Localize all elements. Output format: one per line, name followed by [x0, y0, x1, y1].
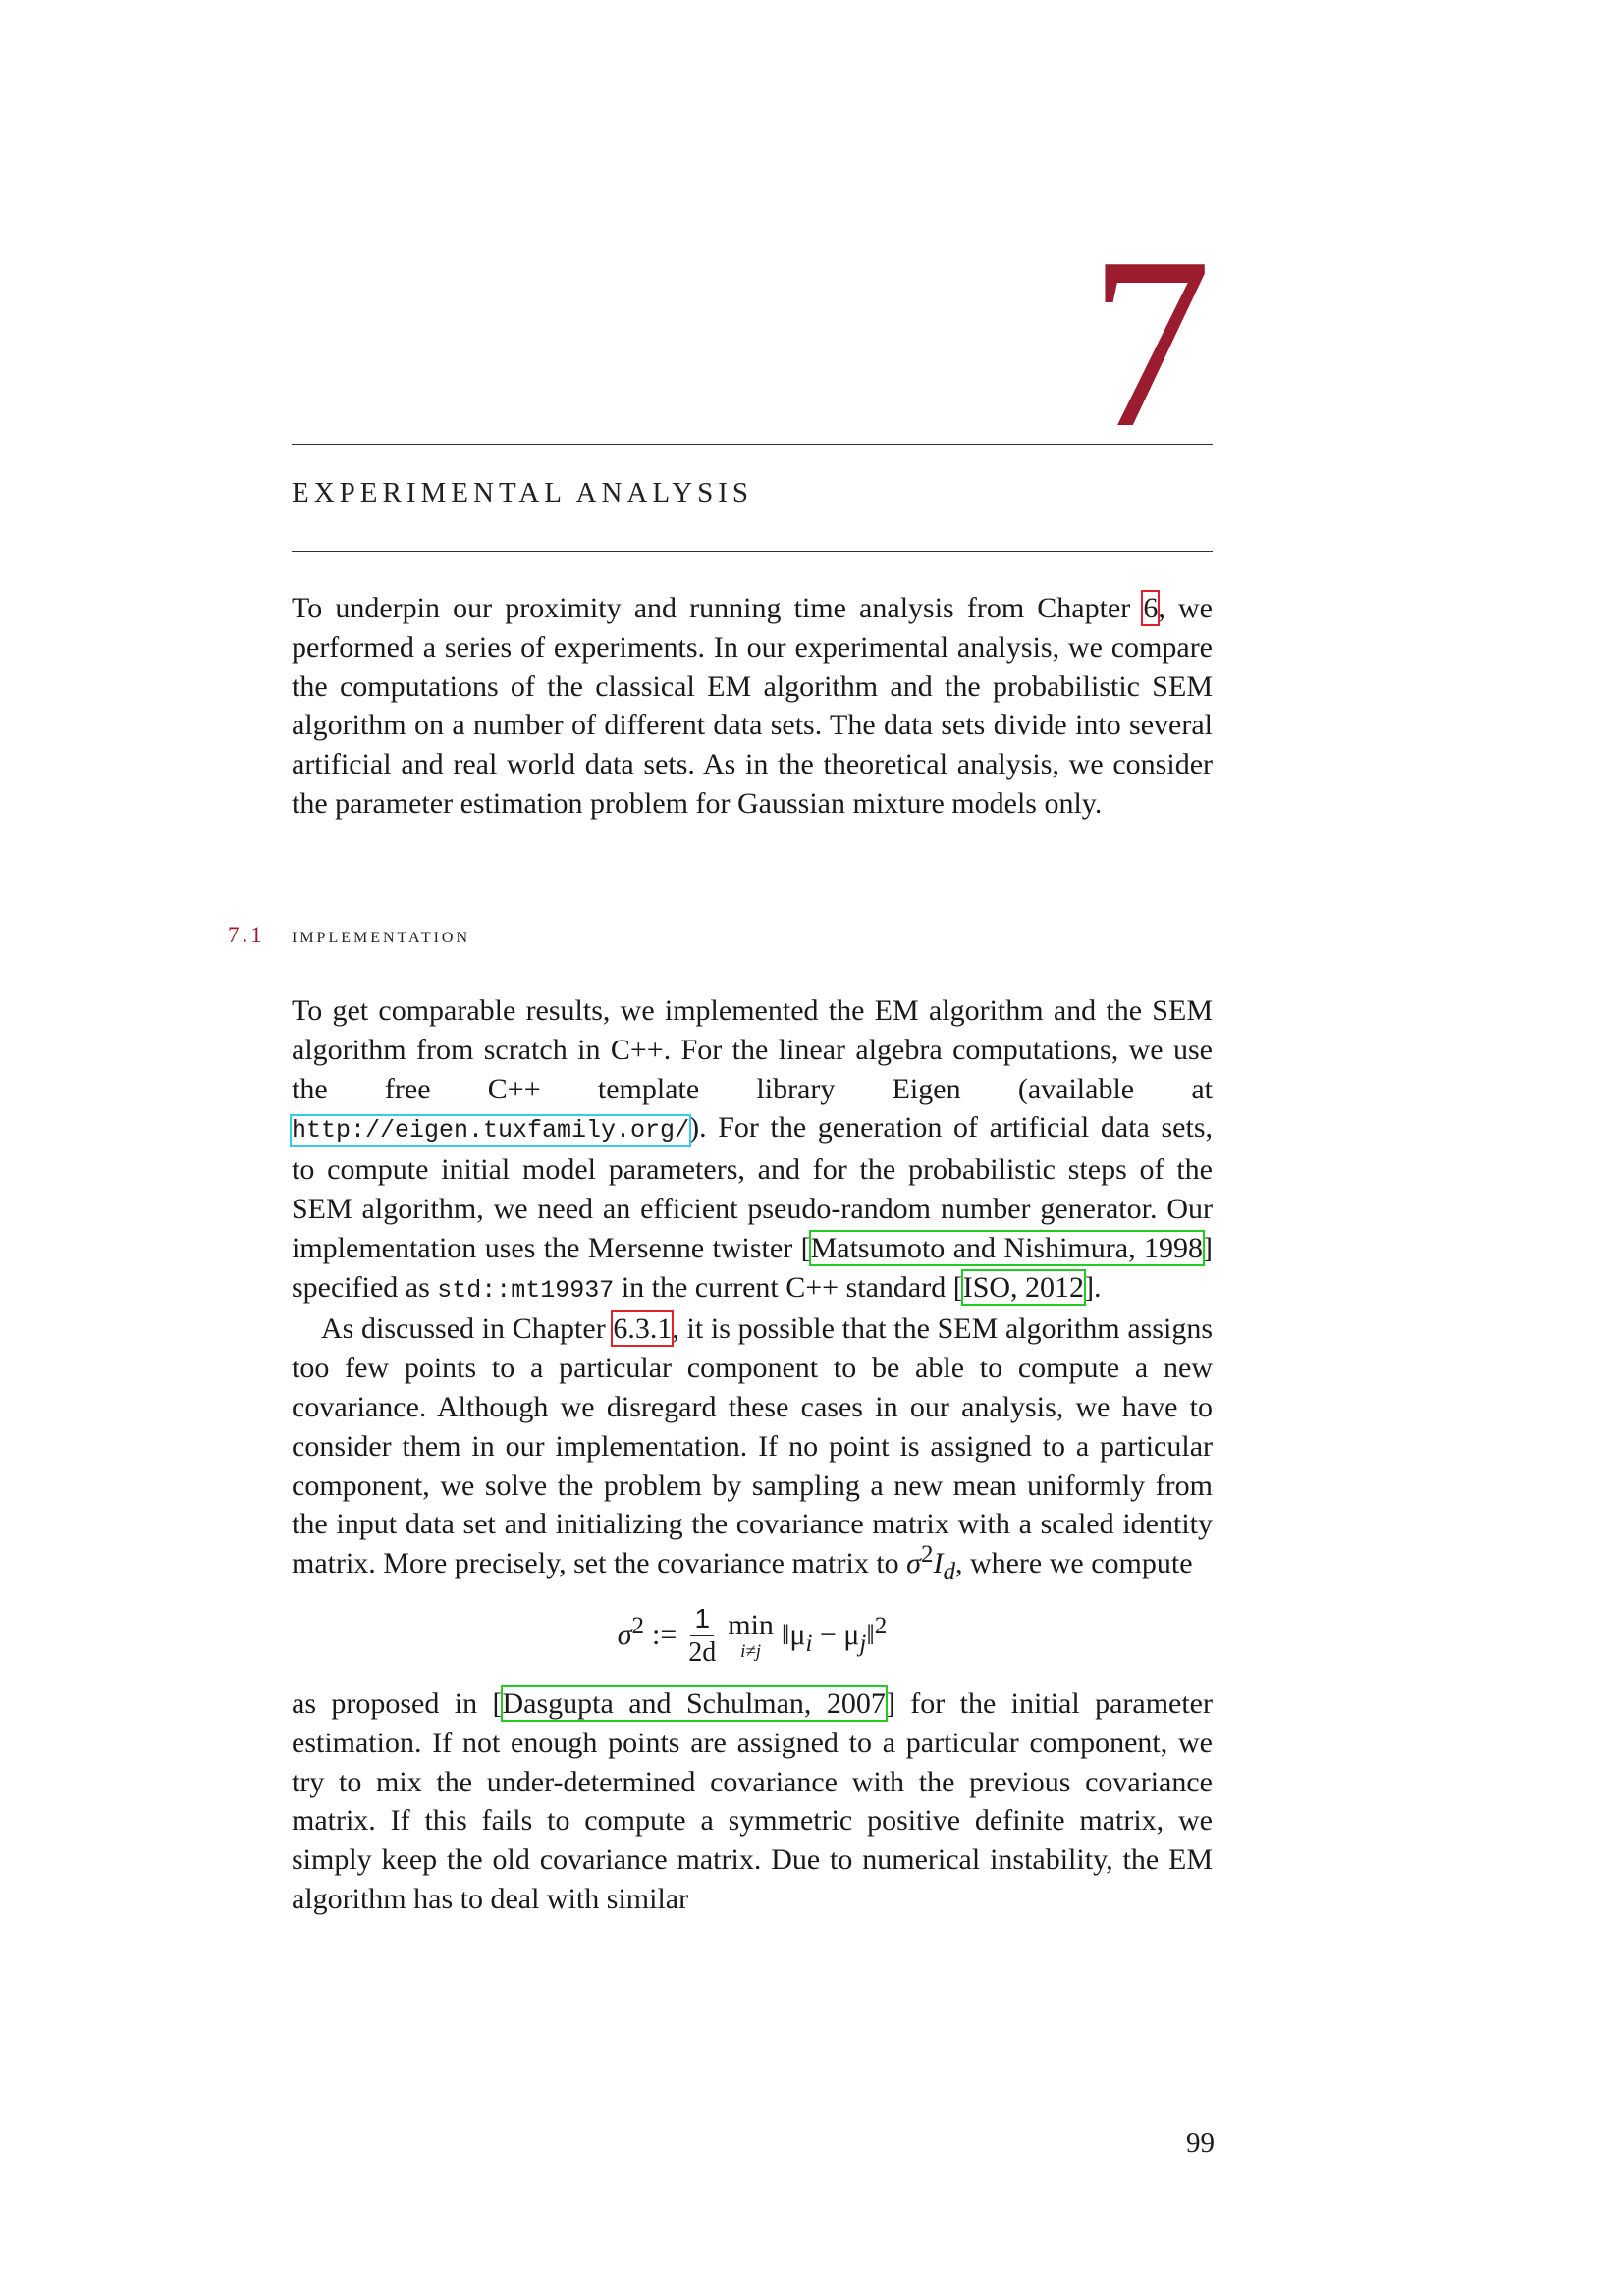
math-superscript: 2 [631, 1613, 644, 1640]
paragraph-text: as proposed in [ [292, 1686, 503, 1720]
chapter-rule-bottom [292, 551, 1213, 552]
display-equation [292, 1602, 1213, 1668]
fraction-numerator: 1 [690, 1605, 714, 1636]
eigen-url-link[interactable]: http://eigen.tuxfamily.org/ [292, 1116, 690, 1146]
math-symbol: ‖ [866, 1619, 875, 1652]
intro-text: To underpin our proximity and running time analysis from Chapter [292, 592, 1144, 624]
math-superscript: 2 [920, 1541, 934, 1569]
math-superscript: 2 [874, 1613, 888, 1640]
chapter-title: EXPERIMENTAL ANALYSIS [292, 477, 754, 508]
paragraph-text: , where we compute [954, 1547, 1193, 1580]
paragraph [292, 1309, 1213, 1586]
math-symbol: σ [906, 1547, 921, 1580]
math-symbol: ‖μ [781, 1619, 806, 1652]
paragraph-text: ] for the initial parameter estimation. If not enough points are assigned to a particular component, we try to mix the under-determined covariance with the previous covariance matrix. If this fails to compute a symmetric positive definite matrix, we simply keep the old covariance matrix. Due to numerical instability, the EM algorithm has to deal with similar [292, 1686, 1213, 1915]
math-subscript: j [859, 1630, 867, 1658]
citation-link[interactable]: Matsumoto and Nishimura, 1998 [810, 1231, 1203, 1264]
citation-link[interactable]: ISO, 2012 [962, 1270, 1085, 1304]
paragraph-text: ] specified as [292, 1231, 1213, 1304]
chapter-number: 7 [1089, 207, 1212, 479]
paragraph-text: As discussed in Chapter [321, 1312, 614, 1346]
paragraph-text: in the current C++ standard [ [614, 1270, 963, 1304]
math-symbol: σ [617, 1619, 632, 1652]
intro-text: , we performed a series of experiments. In our experimental analysis, we compare the computations of the classical EM algorithm and the probabilistic SEM algorithm on a number of different data sets. The data sets divide into several artificial and real world data sets. As in the theoretical analysis, we consider the parameter estimation problem for Gaussian mixture models only. [292, 592, 1214, 820]
math-operator: := [651, 1619, 677, 1652]
paragraph-text: To get comparable results, we implemented the EM algorithm and the SEM algorithm from scratch in C++. For the linear algebra computations, we use the free C++ template library Eigen (available at [292, 994, 1213, 1105]
section-reference-link[interactable]: 6.3.1 [613, 1312, 673, 1346]
chapter-reference-link[interactable]: 6 [1143, 592, 1159, 624]
section-number: 7.1 [228, 923, 265, 947]
min-label: min [728, 1608, 774, 1641]
math-symbol: I [933, 1547, 944, 1580]
norm-expression [781, 1613, 888, 1658]
paragraph-text: , it is possible that the SEM algorithm assigns too few points to a particular component to be able to compute a new covariance. Although we disregard these cases in our analysis, we have to consider them in our implementation. If no point is assigned to a particular component, we solve the problem by sampling a new mean uniformly from the input data set and initializing the covariance matrix with a scaled identity matrix. More precisely, set the covariance matrix to [292, 1312, 1213, 1580]
math-subscript: i [805, 1630, 813, 1658]
fraction-denominator: 2d [688, 1636, 717, 1668]
math-subscript: d [943, 1559, 955, 1586]
chapter-rule-top [292, 444, 1213, 445]
paragraph [292, 991, 1213, 1309]
inline-code: std::mt19937 [437, 1275, 615, 1305]
min-subscript: i≠j [740, 1640, 762, 1662]
fraction [688, 1602, 717, 1668]
implementation-body [292, 991, 1213, 1919]
page-number: 99 [1186, 2127, 1215, 2159]
paragraph-text: ). For the generation of artificial data sets, to compute initial model parameters, and for the probabilistic steps of the SEM algorithm, we need an efficient pseudo-random number generator. Our implementation uses the Mersenne twister [ [292, 1111, 1213, 1264]
citation-link[interactable]: Dasgupta and Schulman, 2007 [502, 1686, 886, 1720]
paragraph-text: ]. [1084, 1270, 1102, 1304]
intro-paragraph [292, 589, 1213, 824]
math-symbol: − μ [812, 1619, 860, 1652]
paragraph [292, 1684, 1213, 1919]
section-title: implementation [292, 923, 471, 947]
min-operator [728, 1608, 774, 1662]
